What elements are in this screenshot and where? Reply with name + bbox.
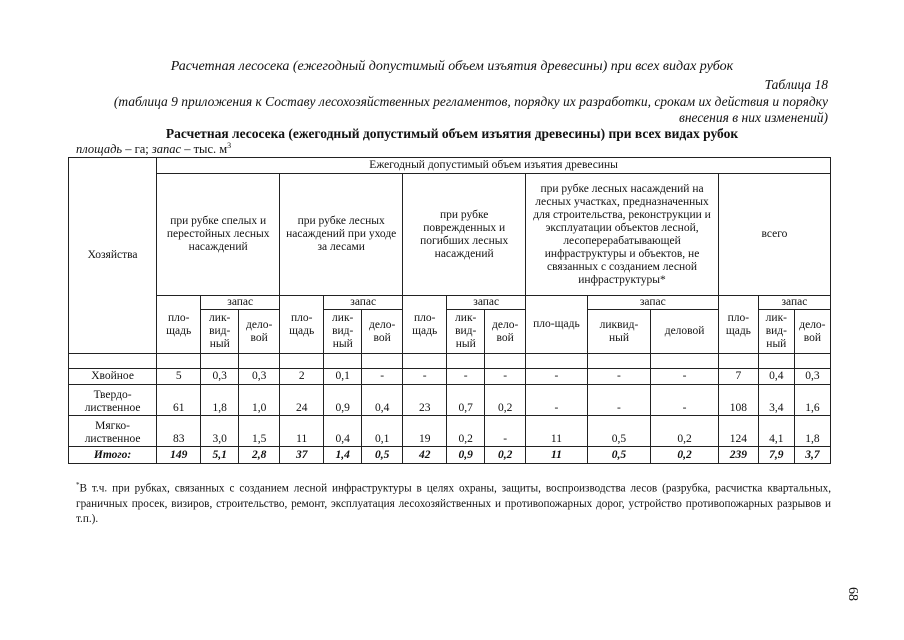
units-line [76, 141, 231, 157]
value-cell: 7 [718, 369, 758, 385]
value-cell: - [403, 369, 447, 385]
liquid-header: лик-вид-ный [758, 310, 794, 354]
value-cell: 0,1 [324, 369, 362, 385]
value-cell: 1,8 [201, 385, 239, 416]
value-cell: 0,2 [485, 447, 526, 464]
value-cell: 1,5 [239, 416, 280, 447]
farm-name-cell: Итого: [69, 447, 157, 464]
value-cell: 1,4 [324, 447, 362, 464]
value-cell: - [587, 369, 651, 385]
units-area-unit: – га; [122, 142, 152, 157]
business-header: дело-вой [485, 310, 526, 354]
area-header: пло-щадь [280, 296, 324, 354]
total-row [69, 447, 831, 464]
value-cell: 1,8 [794, 416, 830, 447]
value-cell: 11 [280, 416, 324, 447]
area-header: пло-щадь [718, 296, 758, 354]
stock-header: запас [587, 296, 718, 310]
value-cell: 5,1 [201, 447, 239, 464]
value-cell: - [485, 369, 526, 385]
units-stock-unit: – тыс. м [181, 142, 228, 157]
value-cell: 0,9 [324, 385, 362, 416]
table-number: Таблица 18 [764, 77, 828, 92]
liquid-header: ликвид-ный [587, 310, 651, 354]
footnote [76, 478, 831, 527]
value-cell: 23 [403, 385, 447, 416]
table-row [69, 416, 831, 447]
document-title: Расчетная лесосека (ежегодный допустимый объем изъятия древесины) при всех видах рубок [170, 59, 734, 74]
value-cell: 0,9 [447, 447, 485, 464]
value-cell: 3,7 [794, 447, 830, 464]
area-header: пло-щадь [403, 296, 447, 354]
value-cell: 108 [718, 385, 758, 416]
value-cell: - [447, 369, 485, 385]
area-header: пло-щадь [526, 296, 588, 354]
table-row [69, 385, 831, 416]
blank-row [69, 354, 831, 369]
value-cell: - [651, 385, 719, 416]
business-header: дело-вой [239, 310, 280, 354]
value-cell: 0,4 [362, 385, 403, 416]
liquid-header: лик-вид-ный [447, 310, 485, 354]
value-cell: 1,0 [239, 385, 280, 416]
value-cell: 61 [157, 385, 201, 416]
units-area-word: площадь [76, 142, 123, 157]
value-cell: 0,5 [587, 447, 651, 464]
value-cell: 1,6 [794, 385, 830, 416]
value-cell: 2,8 [239, 447, 280, 464]
stock-header: запас [201, 296, 280, 310]
value-cell: 0,3 [201, 369, 239, 385]
value-cell: 83 [157, 416, 201, 447]
group-header: всего [718, 174, 830, 296]
value-cell: 37 [280, 447, 324, 464]
value-cell: 239 [718, 447, 758, 464]
value-cell: 19 [403, 416, 447, 447]
value-cell: 0,4 [758, 369, 794, 385]
value-cell: - [526, 385, 588, 416]
group-header: при рубке лесных насаждений при уходе за лесами [280, 174, 403, 296]
value-cell: 0,2 [447, 416, 485, 447]
stock-header: запас [758, 296, 830, 310]
group-header: при рубке лесных насаждений на лесных участках, предназначенных для строительства, реконструкции и эксплуатации объектов лесной, лесоперерабатывающей инфраструктуры и объектов, не связанных с созданием лесной инфраструктуры* [526, 174, 719, 296]
value-cell: 124 [718, 416, 758, 447]
group-header: при рубке спелых и перестойных лесных насаждений [157, 174, 280, 296]
table-title: Расчетная лесосека (ежегодный допустимый объем изъятия древесины) при всех видах рубок [165, 126, 739, 141]
value-cell: 0,4 [324, 416, 362, 447]
value-cell: 5 [157, 369, 201, 385]
footnote-text: В т.ч. при рубках, связанных с созданием лесной инфраструктуры в целях охраны, защиты, воспроизводства лесов (разрубка, расчистка квартальных, граничных просек, визиров, строительство, ремонт, эксплуатация лесохозяйственных и противопожарных дорог, устройство противопожарных разрывов и т.п.). [76, 482, 831, 525]
value-cell: - [651, 369, 719, 385]
stock-header: запас [447, 296, 526, 310]
page-number: 68 [845, 587, 860, 601]
value-cell: 24 [280, 385, 324, 416]
liquid-header: лик-вид-ный [201, 310, 239, 354]
table-row [69, 369, 831, 385]
footnote-mark: * [76, 481, 80, 489]
farm-name-cell: Твердо-лиственное [69, 385, 157, 416]
farm-name-cell: Хвойное [69, 369, 157, 385]
value-cell: 0,2 [651, 416, 719, 447]
value-cell: 0,5 [587, 416, 651, 447]
value-cell: 0,3 [794, 369, 830, 385]
value-cell: - [526, 369, 588, 385]
value-cell: 0,2 [651, 447, 719, 464]
business-header: деловой [651, 310, 719, 354]
value-cell: - [362, 369, 403, 385]
business-header: дело-вой [794, 310, 830, 354]
liquid-header: лик-вид-ный [324, 310, 362, 354]
area-header: пло-щадь [157, 296, 201, 354]
top-header: Ежегодный допустимый объем изъятия древесины [157, 158, 831, 174]
farm-name-cell: Мягко-лиственное [69, 416, 157, 447]
group-header: при рубке поврежденных и погибших лесных насаждений [403, 174, 526, 296]
value-cell: - [485, 416, 526, 447]
value-cell: 11 [526, 416, 588, 447]
value-cell: 7,9 [758, 447, 794, 464]
farms-header: Хозяйства [69, 158, 157, 354]
value-cell: 0,3 [239, 369, 280, 385]
units-stock-word: запас [151, 142, 182, 157]
value-cell: 2 [280, 369, 324, 385]
value-cell: 11 [526, 447, 588, 464]
value-cell: 3,0 [201, 416, 239, 447]
value-cell: - [587, 385, 651, 416]
value-cell: 4,1 [758, 416, 794, 447]
value-cell: 42 [403, 447, 447, 464]
value-cell: 0,1 [362, 416, 403, 447]
value-cell: 0,5 [362, 447, 403, 464]
stock-header: запас [324, 296, 403, 310]
value-cell: 149 [157, 447, 201, 464]
business-header: дело-вой [362, 310, 403, 354]
source-note: (таблица 9 приложения к Составу лесохозяйственных регламентов, порядку их разработки, срокам их действия и порядку внесения в них изменений) [113, 94, 828, 125]
allowable-cut-table [68, 157, 831, 464]
units-stock-sup: 3 [227, 141, 232, 150]
value-cell: 0,2 [485, 385, 526, 416]
value-cell: 3,4 [758, 385, 794, 416]
value-cell: 0,7 [447, 385, 485, 416]
